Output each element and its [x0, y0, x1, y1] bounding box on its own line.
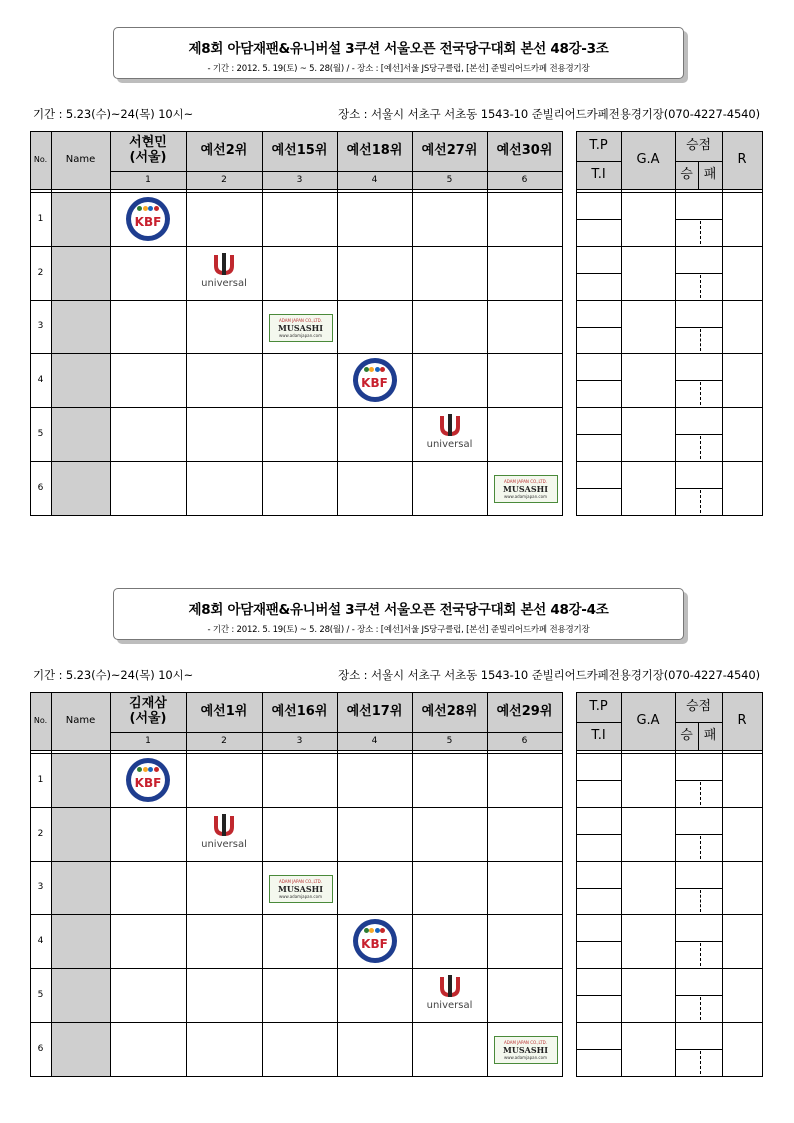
group-title: 제8회 아담재팬&유니버설 3쿠션 서울오픈 전국당구대회 본선 48강-4조 — [188, 602, 609, 618]
player-number-header: 6 — [521, 735, 528, 746]
venue-text: 장소 : 서울시 서초구 서초동 1543-10 준빌리어드카페전용경기장(070-4227-4540) — [338, 107, 760, 121]
grid-line — [675, 995, 722, 996]
musashi-logo-text: MUSASHI — [503, 483, 548, 494]
grid-line — [30, 914, 562, 915]
grid-line — [30, 189, 562, 190]
grid-line — [700, 275, 701, 298]
player-number-header: 2 — [221, 174, 227, 185]
musashi-logo-bottom: www.adamjapan.com — [504, 1054, 547, 1060]
grid-line — [675, 434, 722, 435]
grid-line — [700, 943, 701, 966]
record-header: 승점 — [685, 137, 712, 153]
musashi-logo-bottom: www.adamjapan.com — [279, 893, 322, 899]
player-number-header: 6 — [521, 174, 528, 185]
universal-logo — [193, 253, 255, 293]
grid-line — [30, 300, 562, 301]
player-number-header: 3 — [296, 735, 303, 746]
kbf-logo — [126, 197, 170, 241]
group-title: 제8회 아담재팬&유니버설 3쿠션 서울오픈 전국당구대회 본선 48강-3조 — [188, 41, 609, 57]
ga-header: G.A — [636, 712, 660, 728]
player-name-header: 예선17위 — [346, 703, 403, 719]
player-number-header: 1 — [145, 735, 151, 746]
musashi-logo-text: MUSASHI — [278, 322, 323, 333]
kbf-logo-text: KBF — [361, 937, 388, 952]
musashi-logo — [269, 314, 333, 342]
grid-line — [700, 890, 701, 913]
grid-line — [576, 353, 762, 354]
row-number: 3 — [37, 882, 44, 893]
rank-header: R — [737, 151, 747, 167]
grid-line — [576, 407, 762, 408]
grid-line — [576, 192, 762, 193]
row-number: 2 — [37, 267, 44, 278]
grid-line — [675, 273, 722, 274]
grid-line — [30, 968, 562, 969]
player-number-header: 5 — [446, 174, 453, 185]
grid-line — [576, 807, 762, 808]
row-number: 2 — [37, 828, 44, 839]
player-name-header: 예선28위 — [421, 703, 478, 719]
player-name-header: 예선1위 — [200, 703, 248, 719]
grid-line — [30, 192, 562, 193]
musashi-logo-top: ADAM JAPAN CO.,LTD. — [503, 1039, 547, 1045]
col-name-header: Name — [65, 154, 96, 166]
grid-line — [30, 807, 562, 808]
row-number: 6 — [37, 1043, 44, 1054]
player-name-header: 예선2위 — [200, 142, 248, 158]
col-no-header: No. — [33, 155, 48, 165]
player-name-header: 예선16위 — [271, 703, 328, 719]
rank-header: R — [737, 712, 747, 728]
musashi-logo-bottom: www.adamjapan.com — [279, 332, 322, 338]
player-number-header: 1 — [145, 174, 151, 185]
universal-logo-text: universal — [201, 277, 247, 289]
grid-line — [576, 327, 621, 328]
grid-line — [675, 941, 722, 942]
grid-line — [576, 488, 621, 489]
grid-line — [700, 221, 701, 244]
grid-line — [675, 488, 722, 489]
grid-line — [576, 461, 762, 462]
player-number-header: 5 — [446, 735, 453, 746]
group-subtitle: - 기간 : 2012. 5. 19(토) ~ 5. 28(월) / - 장소 : [예선]서울 JS당구클럽, [본선] 준빌리어드카페 전용경기장 — [207, 64, 590, 74]
tp-header: T.P — [589, 137, 608, 153]
player-number-header: 3 — [296, 174, 303, 185]
universal-logo — [419, 975, 481, 1015]
group-subtitle: - 기간 : 2012. 5. 19(토) ~ 5. 28(월) / - 장소 : [예선]서울 JS당구클럽, [본선] 준빌리어드카페 전용경기장 — [207, 625, 590, 635]
player-number-header: 4 — [371, 735, 378, 746]
grid-line — [576, 888, 621, 889]
grid-line — [30, 750, 562, 751]
grid-line — [675, 780, 722, 781]
grid-line — [576, 995, 621, 996]
musashi-logo-text: MUSASHI — [278, 883, 323, 894]
grid-line — [576, 1049, 621, 1050]
musashi-logo — [494, 475, 558, 503]
row-number: 3 — [37, 321, 44, 332]
player-name-header: 서현민 (서울) — [129, 135, 167, 165]
musashi-logo-top: ADAM JAPAN CO.,LTD. — [503, 478, 547, 484]
grid-line — [576, 968, 762, 969]
grid-line — [700, 1051, 701, 1074]
row-number: 5 — [37, 428, 44, 439]
musashi-logo — [269, 875, 333, 903]
grid-line — [576, 1022, 762, 1023]
grid-line — [700, 782, 701, 805]
grid-line — [30, 461, 562, 462]
group-section — [0, 561, 794, 1101]
grid-line — [700, 329, 701, 352]
win-header: 승 — [680, 166, 693, 182]
col-name-header: Name — [65, 715, 96, 727]
player-name-header: 김재삼 (서울) — [129, 696, 167, 726]
grid-line — [30, 407, 562, 408]
ga-header: G.A — [636, 151, 660, 167]
grid-line — [30, 246, 562, 247]
universal-logo — [419, 414, 481, 454]
row-number: 1 — [37, 213, 44, 224]
row-number: 5 — [37, 989, 44, 1000]
grid-line — [700, 997, 701, 1020]
ti-header: T.I — [591, 727, 606, 743]
universal-logo-text: universal — [426, 439, 473, 451]
group-section — [0, 0, 794, 540]
grid-line — [30, 353, 562, 354]
row-number: 6 — [37, 482, 44, 493]
row-number: 4 — [37, 375, 44, 386]
ti-header: T.I — [591, 166, 606, 182]
title-box — [113, 588, 684, 640]
kbf-logo-text: KBF — [134, 214, 162, 229]
title-box — [113, 27, 684, 79]
record-header: 승점 — [685, 698, 712, 714]
period-text: 기간 : 5.23(수)~24(목) 10시~ — [33, 668, 194, 682]
grid-line — [700, 836, 701, 859]
grid-line — [576, 914, 762, 915]
grid-line — [30, 753, 562, 754]
grid-line — [576, 300, 762, 301]
kbf-logo-text: KBF — [134, 775, 162, 790]
grid-line — [576, 753, 762, 754]
grid-line — [675, 888, 722, 889]
grid-line — [30, 1022, 562, 1023]
grid-line — [675, 1049, 722, 1050]
grid-line — [576, 434, 621, 435]
kbf-logo — [353, 919, 397, 963]
kbf-logo — [126, 758, 170, 802]
row-number: 1 — [37, 774, 44, 785]
grid-line — [700, 490, 701, 513]
player-number-header: 2 — [221, 735, 227, 746]
grid-line — [576, 834, 621, 835]
grid-line — [675, 219, 722, 220]
row-number: 4 — [37, 936, 44, 947]
universal-logo — [193, 814, 255, 854]
player-name-header: 예선27위 — [421, 142, 478, 158]
grid-line — [576, 189, 762, 190]
loss-header: 패 — [703, 166, 717, 182]
musashi-logo — [494, 1036, 558, 1064]
player-name-header: 예선15위 — [271, 142, 328, 158]
grid-line — [675, 834, 722, 835]
musashi-logo-top: ADAM JAPAN CO.,LTD. — [278, 317, 322, 323]
grid-line — [576, 750, 762, 751]
tp-header: T.P — [589, 698, 608, 714]
musashi-logo-bottom: www.adamjapan.com — [504, 493, 547, 499]
period-text: 기간 : 5.23(수)~24(목) 10시~ — [33, 107, 194, 121]
grid-line — [576, 780, 621, 781]
player-name-header: 예선18위 — [346, 142, 403, 158]
win-header: 승 — [680, 727, 693, 743]
loss-header: 패 — [703, 727, 717, 743]
grid-line — [700, 436, 701, 459]
col-no-header: No. — [33, 716, 48, 726]
grid-line — [675, 327, 722, 328]
universal-logo-text: universal — [201, 838, 247, 850]
grid-line — [576, 380, 621, 381]
kbf-logo — [353, 358, 397, 402]
universal-logo-text: universal — [426, 1000, 473, 1012]
player-name-header: 예선29위 — [496, 703, 553, 719]
grid-line — [576, 861, 762, 862]
grid-line — [30, 861, 562, 862]
grid-line — [576, 219, 621, 220]
grid-line — [576, 941, 621, 942]
musashi-logo-text: MUSASHI — [503, 1044, 548, 1055]
grid-line — [675, 380, 722, 381]
player-name-header: 예선30위 — [496, 142, 553, 158]
player-number-header: 4 — [371, 174, 378, 185]
grid-line — [700, 382, 701, 405]
grid-line — [576, 246, 762, 247]
musashi-logo-top: ADAM JAPAN CO.,LTD. — [278, 878, 322, 884]
venue-text: 장소 : 서울시 서초구 서초동 1543-10 준빌리어드카페전용경기장(070-4227-4540) — [338, 668, 760, 682]
kbf-logo-text: KBF — [361, 376, 388, 391]
grid-line — [576, 273, 621, 274]
